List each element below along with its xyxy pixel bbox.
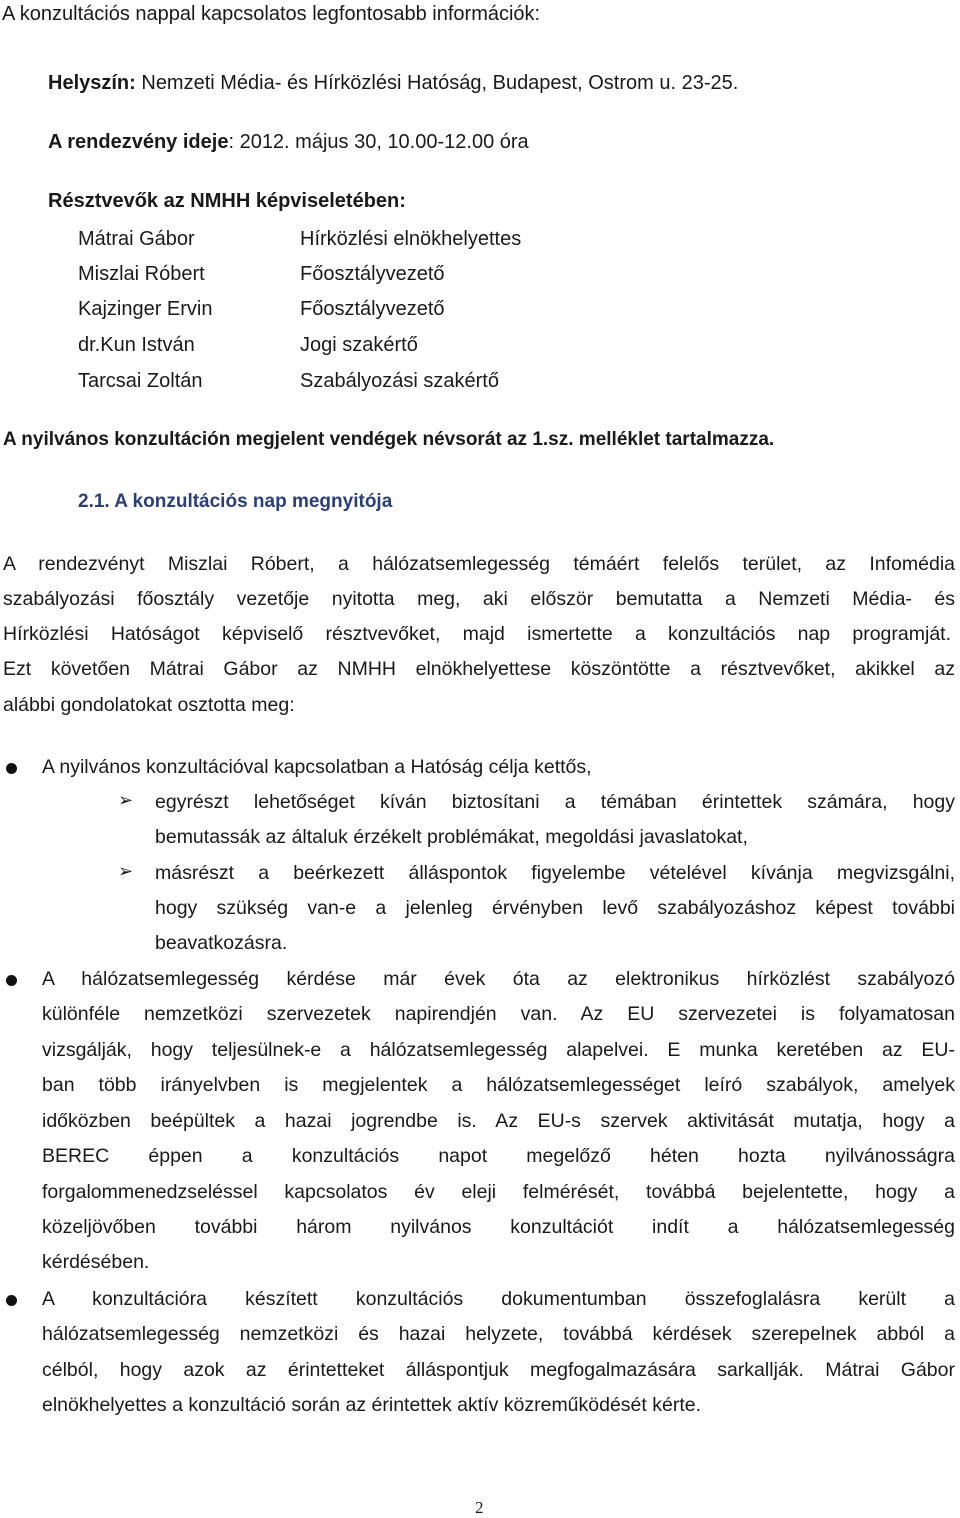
- bullet-text: A nyilvános konzultációval kapcsolatban a Hatóság célja kettős,: [42, 756, 592, 778]
- bullet-line: különféle nemzetközi szervezetek napirendjén van. Az EU szervezetei is folyamatosan: [42, 1003, 955, 1025]
- sub-bullet-line: hogy szükség van-e a jelenleg érvényben levő szabályozáshoz képest további: [155, 897, 955, 919]
- guests-note: A nyilvános konzultáción megjelent vendégek névsorát az 1.sz. melléklet tartalmazza.: [3, 429, 775, 450]
- participant-name: Miszlai Róbert: [78, 263, 205, 285]
- participant-role: Főosztályvezető: [300, 263, 445, 285]
- sub-bullet-line: bemutassák az általuk érzékelt problémákat, megoldási javaslatokat,: [155, 826, 748, 848]
- bullet-line: hálózatsemlegesség nemzetközi és hazai helyzete, továbbá kérdések szerepelnek abból a: [42, 1323, 955, 1345]
- bullet-line: elnökhelyettes a konzultáció során az érintettek aktív közreműködését kérte.: [42, 1394, 702, 1416]
- arrow-bullet-icon: ➢: [118, 790, 134, 811]
- participant-name: dr.Kun István: [78, 334, 195, 356]
- participant-role: Szabályozási szakértő: [300, 370, 499, 392]
- bullet-line: BEREC éppen a konzultációs napot megelőző héten hozta nyilvánosságra: [42, 1145, 955, 1167]
- bullet-icon: [6, 1295, 17, 1306]
- date-value: : 2012. május 30, 10.00-12.00 óra: [228, 131, 529, 153]
- bullet-line: közeljövőben további három nyilvános konzultációt indít a hálózatsemlegesség: [42, 1216, 955, 1238]
- bullet-line: vizsgálják, hogy teljesülnek-e a hálózatsemlegesség alapelvei. E munka keretében az EU-: [42, 1039, 955, 1061]
- arrow-bullet-icon: ➢: [118, 861, 134, 882]
- participant-role: Főosztályvezető: [300, 298, 445, 320]
- sub-bullet-line: egyrészt lehetőséget kíván biztosítani a témában érintettek számára, hogy: [155, 791, 955, 813]
- paragraph-line: A rendezvényt Miszlai Róbert, a hálózatsemlegesség témáért felelős terület, az Infomédia: [3, 553, 955, 575]
- bullet-line: időközben beépültek a hazai jogrendbe is. Az EU-s szervek aktivitását mutatja, hogy a: [42, 1110, 955, 1132]
- paragraph-line: szabályozási főosztály vezetője nyitotta meg, aki először bemutatta a Nemzeti Média- és: [3, 588, 955, 610]
- participants-heading: Résztvevők az NMHH képviseletében:: [48, 190, 406, 212]
- participant-role: Hírközlési elnökhelyettes: [300, 228, 522, 250]
- bullet-icon: [6, 763, 17, 774]
- venue-line: [48, 72, 738, 95]
- section-heading: 2.1. A konzultációs nap megnyitója: [78, 491, 393, 512]
- bullet-line: ban több irányelvben is megjelentek a hálózatsemlegességet leíró szabályok, amelyek: [42, 1074, 955, 1096]
- participant-name: Tarcsai Zoltán: [78, 370, 203, 392]
- paragraph-line: Hírközlési Hatóságot képviselő résztvevőket, majd ismertette a konzultációs nap programját.: [3, 623, 951, 645]
- page-number: 2: [475, 1498, 484, 1517]
- sub-bullet-line: másrészt a beérkezett álláspontok figyelembe vételével kívánja megvizsgálni,: [155, 862, 955, 884]
- bullet-line: A konzultációra készített konzultációs dokumentumban összefoglalásra került a: [42, 1288, 955, 1310]
- sub-bullet-line: beavatkozásra.: [155, 932, 288, 954]
- date-label: A rendezvény ideje: [48, 131, 229, 153]
- paragraph-line: alábbi gondolatokat osztotta meg:: [3, 694, 295, 716]
- venue-label: Helyszín:: [48, 72, 136, 94]
- paragraph-line: Ezt követően Mátrai Gábor az NMHH elnökhelyettese köszöntötte a résztvevőket, akikkel az: [3, 658, 955, 680]
- bullet-line: forgalommenedzseléssel kapcsolatos év eleji felmérését, továbbá bejelentette, hogy a: [42, 1181, 955, 1203]
- bullet-icon: [6, 975, 17, 986]
- participant-name: Kajzinger Ervin: [78, 298, 213, 320]
- participant-role: Jogi szakértő: [300, 334, 418, 356]
- bullet-line: A hálózatsemlegesség kérdése már évek óta az elektronikus hírközlést szabályozó: [42, 968, 955, 990]
- intro-heading: A konzultációs nappal kapcsolatos legfontosabb információk:: [2, 3, 541, 25]
- participant-name: Mátrai Gábor: [78, 228, 195, 250]
- bullet-line: célból, hogy azok az érintetteket álláspontjuk megfogalmazására sarkallják. Mátrai Gábor: [42, 1359, 955, 1381]
- bullet-line: kérdésében.: [42, 1251, 150, 1273]
- venue-value: Nemzeti Média- és Hírközlési Hatóság, Budapest, Ostrom u. 23-25.: [135, 72, 739, 94]
- date-line: [48, 131, 529, 154]
